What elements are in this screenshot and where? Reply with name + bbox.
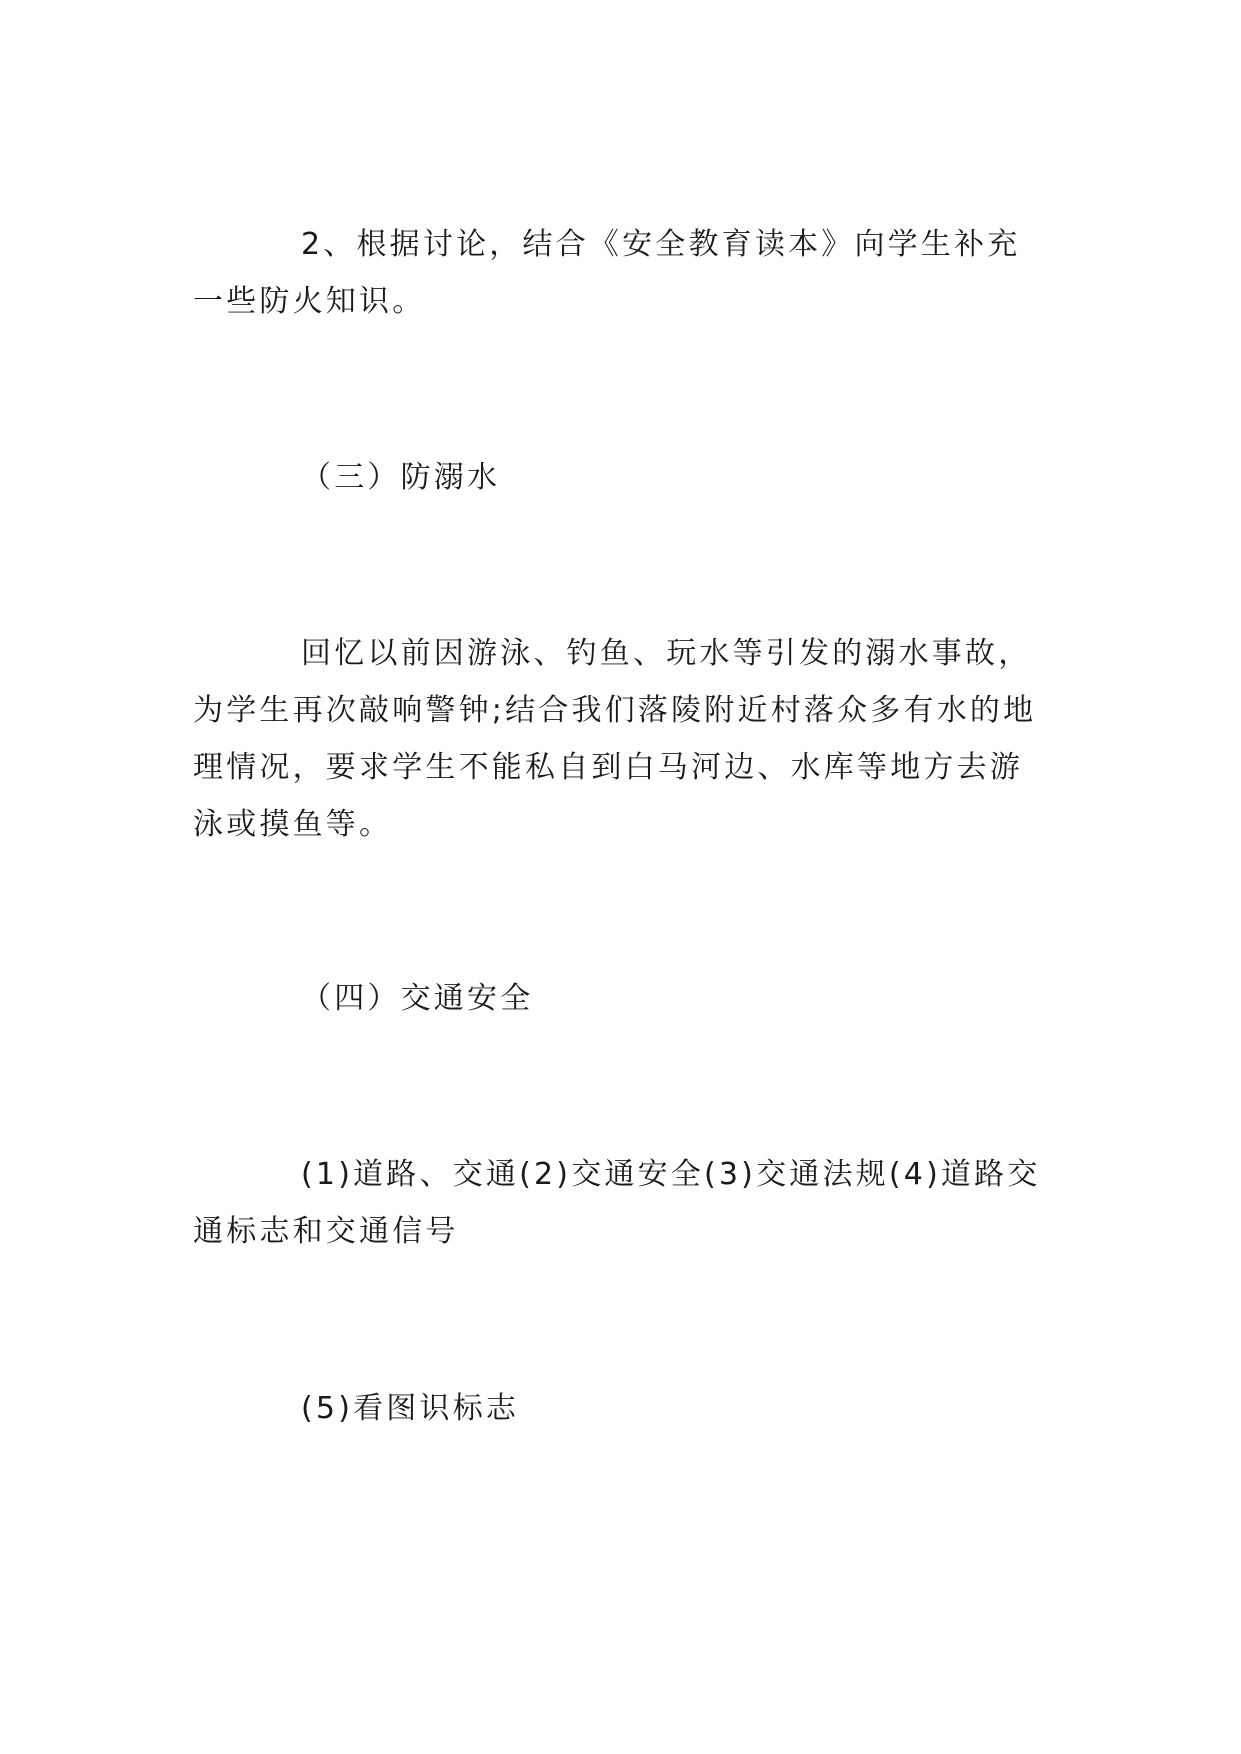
paragraph-fire-knowledge: 2、根据讨论，结合《安全教育读本》向学生补充一些防火知识。 <box>193 227 1021 319</box>
paragraph-traffic-topics: (1)道路、交通(2)交通安全(3)交通法规(4)道路交通标志和交通信号 <box>193 1157 1041 1249</box>
paragraph-sign-recognition: (5)看图识标志 <box>301 1391 520 1426</box>
paragraph-drowning-warning: 回忆以前因游泳、钓鱼、玩水等引发的溺水事故，为学生再次敲响警钟;结合我们落陵附近村落众多有水的地理情况，要求学生不能私自到白马河边、水库等地方去游泳或摸鱼等。 <box>193 636 1037 842</box>
heading-drowning-prevention: （三）防溺水 <box>301 460 501 495</box>
heading-traffic-safety: （四）交通安全 <box>301 981 534 1016</box>
